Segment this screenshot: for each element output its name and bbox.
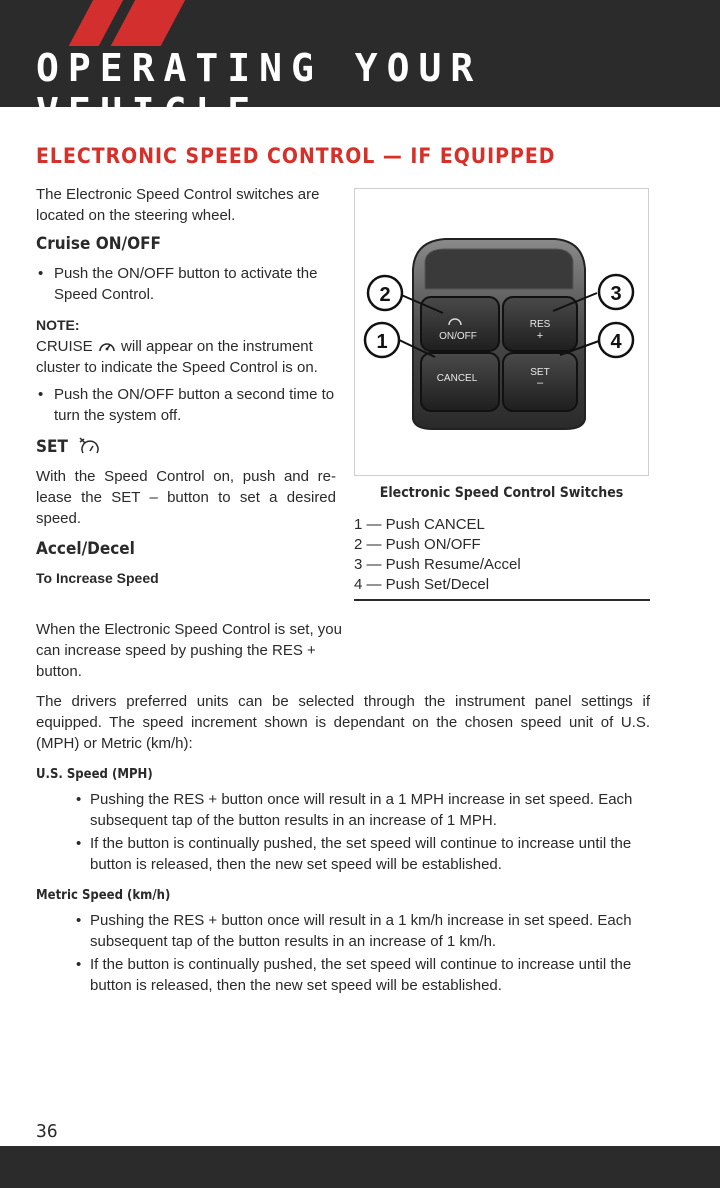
switches-figure bbox=[354, 188, 649, 476]
onoff-label: ON/OFF bbox=[439, 331, 477, 342]
res-label: RES bbox=[529, 319, 551, 330]
list-item: • Pushing the RES + button once will result in a 1 km/h increase in set speed. Each subsequent tap of the button results in an increase of 1 km/h. bbox=[76, 910, 650, 952]
callout-3 bbox=[599, 275, 633, 309]
cruise-heading: Cruise ON/OFF bbox=[36, 234, 161, 254]
note-text: CRUISE will appear on the instrument cluster to indicate the Speed Control is on. bbox=[36, 338, 318, 376]
legend-item: 3 — Push Resume/Accel bbox=[354, 556, 521, 573]
set-heading: SET bbox=[36, 436, 336, 458]
svg-text:2: 2 bbox=[379, 284, 391, 306]
onoff-button[interactable] bbox=[421, 297, 499, 351]
res-sign: + bbox=[536, 330, 544, 342]
steering-switch-illustration bbox=[355, 189, 648, 475]
us-list bbox=[36, 789, 650, 875]
increase-paragraph-2: The drivers preferred units can be selected through the instrument panel settings if equipped. The speed increment shown is dependant on the chosen speed unit of U.S. (MPH) or Metric (km/h): bbox=[36, 693, 650, 752]
accel-heading: Accel/Decel bbox=[36, 539, 135, 559]
left-column bbox=[36, 184, 336, 589]
header-title: OPERATING YOUR VEHICLE bbox=[36, 46, 483, 134]
cancel-label: CANCEL bbox=[436, 373, 478, 384]
section-title: ELECTRONIC SPEED CONTROL — IF EQUIPPED bbox=[36, 144, 556, 168]
legend-item: 2 — Push ON/OFF bbox=[354, 536, 481, 553]
legend-item: 4 — Push Set/Decel bbox=[354, 576, 490, 593]
cruise-bullet-2: • Push the ON/OFF button a second time to turn the system off. bbox=[36, 384, 336, 426]
cruise-icon bbox=[97, 338, 117, 356]
us-speed-heading: U.S. Speed (MPH) bbox=[36, 767, 153, 782]
intro-text: The Electronic Speed Control switches are located on the steering wheel. bbox=[36, 186, 320, 224]
page-number: 36 bbox=[36, 1121, 58, 1142]
set-label: SET bbox=[530, 367, 550, 378]
figure-caption: Electronic Speed Control Switches bbox=[379, 485, 624, 501]
svg-text:1: 1 bbox=[376, 331, 388, 353]
svg-text:3: 3 bbox=[610, 283, 622, 305]
figure-legend bbox=[354, 515, 650, 601]
set-sign: – bbox=[536, 377, 544, 389]
callout-4 bbox=[599, 323, 633, 357]
set-icon bbox=[77, 436, 103, 458]
callout-2 bbox=[368, 276, 402, 310]
header-stripe bbox=[111, 0, 188, 46]
note-label: NOTE: bbox=[36, 317, 80, 333]
legend-item: 1 — Push CANCEL bbox=[354, 516, 485, 533]
metric-speed-heading: Metric Speed (km/h) bbox=[36, 888, 171, 903]
set-text: With the Speed Control on, push and re-lease the SET – button to set a desired speed. bbox=[36, 468, 336, 527]
svg-text:4: 4 bbox=[610, 331, 622, 353]
list-item: • Pushing the RES + button once will result in a 1 MPH increase in set speed. Each subsequent tap of the button results in an increase of 1 MPH. bbox=[76, 789, 650, 831]
page-header bbox=[0, 0, 720, 134]
callout-1 bbox=[365, 323, 399, 357]
increase-paragraph-1: When the Electronic Speed Control is set, you can increase speed by pushing the RES + button. bbox=[36, 621, 342, 680]
list-item: • If the button is continually pushed, the set speed will continue to increase until the button is released, then the new set speed will be established. bbox=[76, 954, 650, 996]
cruise-bullet-1: • Push the ON/OFF button to activate the Speed Control. bbox=[36, 263, 336, 305]
main-body bbox=[36, 619, 650, 996]
page-footer bbox=[0, 1146, 720, 1188]
metric-list bbox=[36, 910, 650, 996]
list-item: • If the button is continually pushed, the set speed will continue to increase until the button is released, then the new set speed will be established. bbox=[76, 833, 650, 875]
increase-speed-heading: To Increase Speed bbox=[36, 570, 159, 586]
